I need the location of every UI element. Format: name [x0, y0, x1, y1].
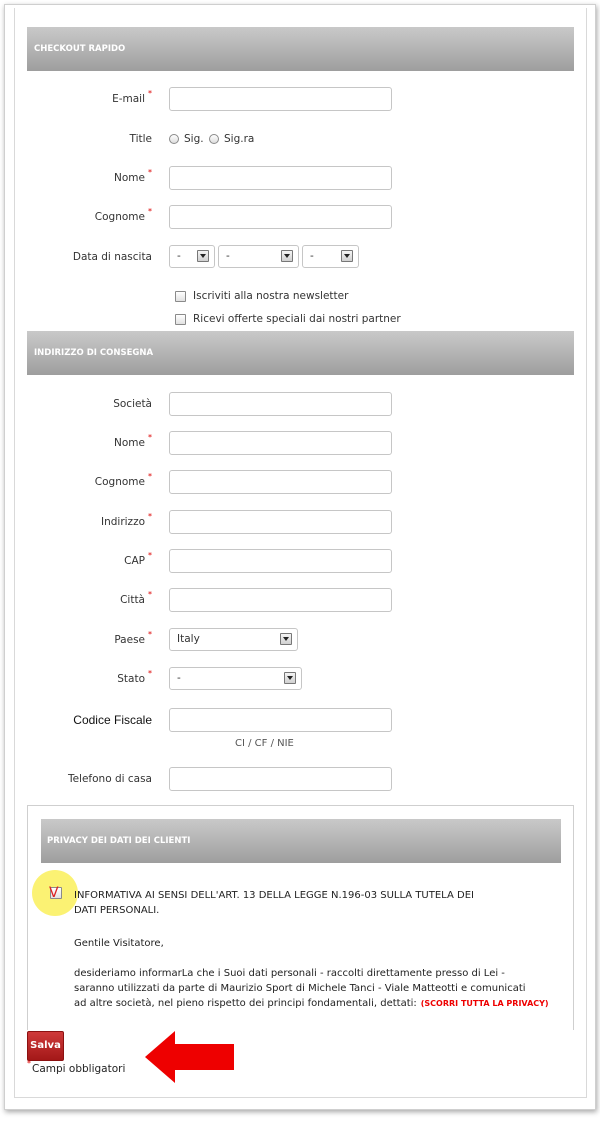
citta-row [0, 588, 600, 612]
required-asterisk: * [148, 168, 152, 177]
dob-day-select[interactable]: - [169, 245, 215, 268]
privacy-body [74, 966, 554, 1011]
required-asterisk: * [148, 590, 152, 599]
cap-field[interactable] [169, 549, 392, 573]
required-asterisk: * [148, 89, 152, 98]
codice-fiscale-label: Codice Fiscale [73, 713, 152, 727]
required-asterisk: * [148, 207, 152, 216]
save-button[interactable]: Salva [27, 1031, 64, 1061]
cap-label: CAP * [124, 551, 152, 567]
paese-select[interactable]: Italy [169, 628, 298, 651]
ship-nome-row [0, 431, 600, 455]
cap-row [0, 549, 600, 573]
ship-cognome-label: Cognome * [94, 472, 152, 488]
ship-cognome-row [0, 470, 600, 494]
paese-label: Paese * [114, 630, 152, 646]
email-label: E-mail * [112, 89, 152, 105]
indirizzo-row [0, 510, 600, 534]
chevron-down-icon [284, 672, 296, 684]
societa-label: Società [113, 398, 152, 410]
required-asterisk: * [148, 669, 152, 678]
chevron-down-icon [197, 250, 209, 262]
privacy-check-mark: V [49, 885, 59, 901]
newsletter-label: Iscriviti alla nostra newsletter [193, 290, 349, 302]
title-label: Title [129, 133, 152, 145]
required-fields-note: *Campi obbligatori [27, 1059, 126, 1075]
privacy-body-line: saranno utilizzati da parte di Maurizio Sport di Michele Tanci - Viale Matteotti e comunicati [74, 983, 526, 994]
ship-cognome-field[interactable] [169, 470, 392, 494]
title-sigra-radio[interactable] [209, 134, 219, 144]
codice-fiscale-hint: CI / CF / NIE [235, 738, 294, 749]
required-asterisk: * [148, 512, 152, 521]
red-arrow-icon [145, 1031, 235, 1083]
chevron-down-icon [341, 250, 353, 262]
shipping-section-header: INDIRIZZO DI CONSEGNA [27, 331, 574, 375]
title-sigra-label: Sig.ra [224, 133, 255, 145]
stato-label: Stato * [117, 669, 152, 685]
required-asterisk: * [27, 1059, 31, 1068]
dob-row [0, 245, 600, 269]
cognome-row [0, 205, 600, 229]
chevron-down-icon [280, 633, 292, 645]
required-asterisk: * [148, 630, 152, 639]
dob-label: Data di nascita [72, 251, 152, 263]
newsletter-checkbox[interactable] [175, 291, 186, 302]
title-sig-label: Sig. [184, 133, 204, 145]
cognome-label: Cognome * [94, 207, 152, 223]
dob-month-select[interactable]: - [218, 245, 299, 268]
telefono-label: Telefono di casa [67, 773, 152, 785]
title-sig-radio[interactable] [169, 134, 179, 144]
telefono-field[interactable] [169, 767, 392, 791]
cognome-field[interactable] [169, 205, 392, 229]
stato-row [0, 667, 600, 691]
citta-field[interactable] [169, 588, 392, 612]
chevron-down-icon [281, 250, 293, 262]
citta-label: Città * [120, 590, 152, 606]
required-asterisk: * [148, 472, 152, 481]
email-row [0, 87, 600, 111]
privacy-greeting: Gentile Visitatore, [74, 938, 164, 949]
required-asterisk: * [148, 551, 152, 560]
stato-select[interactable]: - [169, 667, 302, 690]
privacy-title: INFORMATIVA AI SENSI DELL'ART. 13 DELLA LEGGE N.196-03 SULLA TUTELA DEI DATI PERSONALI. [74, 890, 474, 916]
title-row [0, 127, 600, 151]
nome-label: Nome * [114, 168, 152, 184]
offers-label: Ricevi offerte speciali dai nostri partner [193, 313, 401, 325]
societa-row [0, 392, 600, 416]
codice-fiscale-field[interactable] [169, 708, 392, 732]
offers-checkbox[interactable] [175, 314, 186, 325]
privacy-body-line: ad altre società, nel pieno rispetto dei principi fondamentali, dettati: (SCORRI TUTTA LA PRIVACY) [74, 998, 549, 1009]
nome-field[interactable] [169, 166, 392, 190]
email-field[interactable] [169, 87, 392, 111]
scroll-privacy-note: (SCORRI TUTTA LA PRIVACY) [420, 999, 549, 1008]
indirizzo-label: Indirizzo * [100, 512, 152, 528]
privacy-body-line: desideriamo informarLa che i Suoi dati personali - raccolti direttamente presso di Lei - [74, 968, 505, 979]
ship-nome-label: Nome * [114, 433, 152, 449]
dob-year-select[interactable]: - [302, 245, 359, 268]
ship-nome-field[interactable] [169, 431, 392, 455]
checkout-section-header: CHECKOUT RAPIDO [27, 27, 574, 71]
codice-fiscale-row [0, 708, 600, 732]
required-asterisk: * [148, 433, 152, 442]
privacy-section-header: PRIVACY DEI DATI DEI CLIENTI [41, 819, 561, 863]
societa-field[interactable] [169, 392, 392, 416]
indirizzo-field[interactable] [169, 510, 392, 534]
paese-row [0, 628, 600, 652]
telefono-row [0, 767, 600, 791]
nome-row [0, 166, 600, 190]
